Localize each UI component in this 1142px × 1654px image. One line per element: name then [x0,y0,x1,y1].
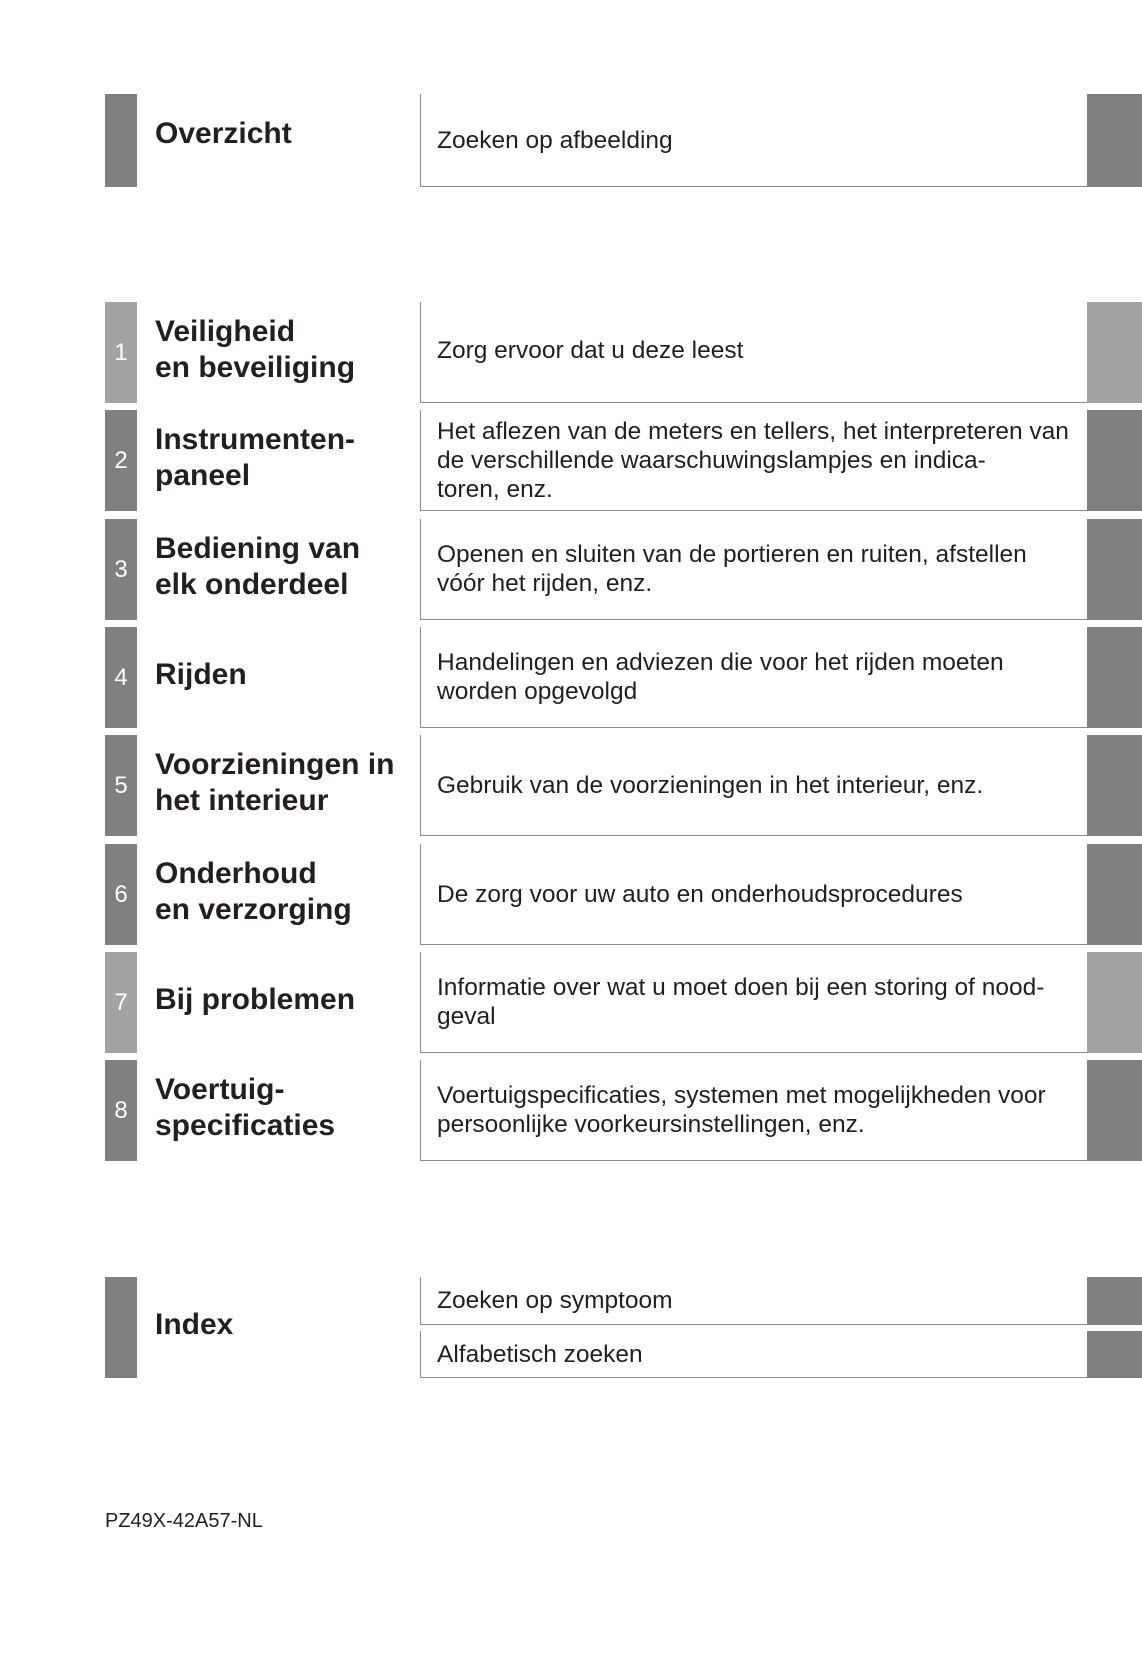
chapter-title: Veiligheid en beveiliging [155,315,356,384]
chapter-number: 6 [105,844,137,945]
chapter-row-2[interactable] [0,410,1142,511]
chapter-thumb-tab[interactable] [1087,1060,1142,1161]
overview-marker [105,94,137,187]
chapter-thumb-tab[interactable] [1087,627,1142,728]
chapter-row-7[interactable] [0,952,1142,1053]
chapter-title: Bij problemen [155,983,356,1016]
chapter-row-6[interactable] [0,844,1142,945]
index-section [0,1277,1142,1378]
overview-row[interactable] [0,94,1142,187]
chapter-row-1[interactable] [0,302,1142,403]
chapter-thumb-tab[interactable] [1087,735,1142,836]
chapter-row-8[interactable] [0,1060,1142,1161]
chapter-description: Openen en sluiten van de portieren en ruiten, afstellen vóór het rijden, enz. [420,519,1087,620]
chapter-number: 1 [105,302,137,403]
chapter-description: Het aflezen van de meters en tellers, het interpreteren van de verschillende waarschuwingslampjes en indica- toren, enz. [420,410,1087,511]
chapter-number: 4 [105,627,137,728]
chapter-description: Zorg ervoor dat u deze leest [420,302,1087,403]
chapter-number: 8 [105,1060,137,1161]
chapter-number: 7 [105,952,137,1053]
chapter-row-3[interactable] [0,519,1142,620]
chapter-description: Handelingen en adviezen die voor het rijden moeten worden opgevolgd [420,627,1087,728]
chapter-title: Onderhoud en verzorging [155,857,352,926]
index-entry-alphabetical[interactable]: Alfabetisch zoeken [420,1331,1087,1378]
document-code: PZ49X-42A57-NL [105,1510,263,1532]
chapter-thumb-tab[interactable] [1087,410,1142,511]
chapter-number: 3 [105,519,137,620]
overview-thumb-tab[interactable] [1087,94,1142,187]
overview-description: Zoeken op afbeelding [420,94,1087,187]
index-marker [105,1277,137,1378]
chapter-description: Gebruik van de voorzieningen in het interieur, enz. [420,735,1087,836]
chapter-number: 2 [105,410,137,511]
chapter-thumb-tab[interactable] [1087,952,1142,1053]
index-entry-symptom[interactable]: Zoeken op symptoom [420,1277,1087,1325]
chapter-title: Rijden [155,658,247,691]
overview-title: Overzicht [155,117,292,150]
chapter-description: De zorg voor uw auto en onderhoudsprocedures [420,844,1087,945]
index-thumb-tab-alphabetical[interactable] [1087,1331,1142,1378]
chapter-number: 5 [105,735,137,836]
chapter-thumb-tab[interactable] [1087,302,1142,403]
chapter-thumb-tab[interactable] [1087,519,1142,620]
chapter-thumb-tab[interactable] [1087,844,1142,945]
chapter-title: Voertuig- specificaties [155,1073,336,1142]
chapter-row-4[interactable] [0,627,1142,728]
chapter-title: Voorzieningen in het interieur [155,748,395,817]
index-title: Index [155,1308,234,1341]
index-thumb-tab-symptom[interactable] [1087,1277,1142,1325]
chapter-title: Bediening van elk onderdeel [155,532,361,601]
chapter-description: Informatie over wat u moet doen bij een storing of nood- geval [420,952,1087,1053]
chapter-description: Voertuigspecificaties, systemen met mogelijkheden voor persoonlijke voorkeursinstellingen, enz. [420,1060,1087,1161]
chapter-title: Instrumenten- paneel [155,423,356,492]
chapter-row-5[interactable] [0,735,1142,836]
